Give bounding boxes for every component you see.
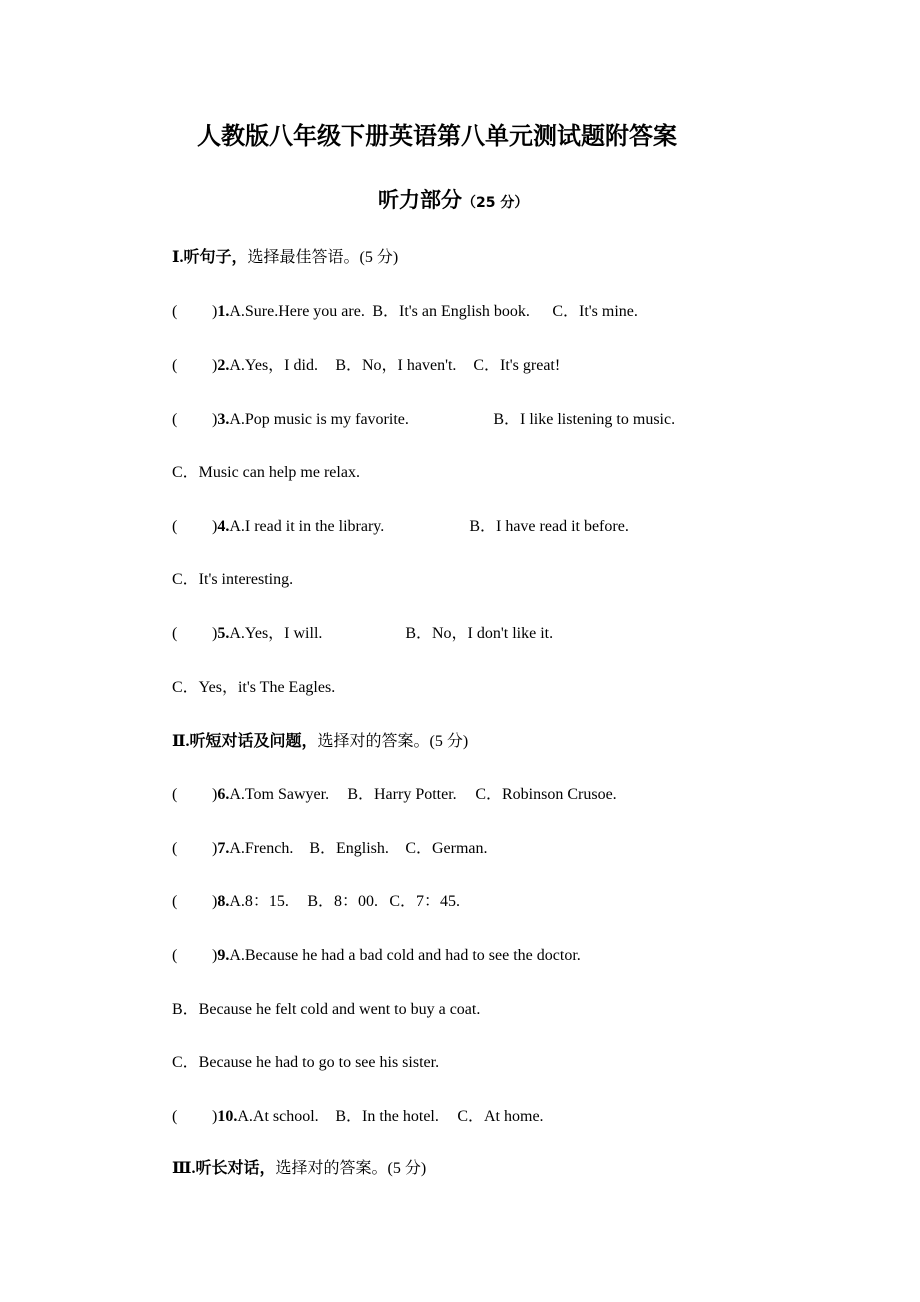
paren-close: ) [212,303,218,320]
paren-close: ) [212,1108,218,1125]
option-c: C．Robinson Crusoe. [475,786,617,803]
question-number: 7. [217,840,230,857]
paren-close: ) [212,625,218,642]
paren-close: ) [212,411,218,428]
question-number: 6. [217,786,230,803]
paren-close: ) [212,786,218,803]
question-9 [172,944,581,968]
answer-blank[interactable]: ( [172,625,178,642]
paren-close: ) [212,947,218,964]
paren-close: ) [212,840,218,857]
question-4-option-c: C．It's interesting. [172,571,294,588]
answer-blank[interactable]: ( [172,411,178,428]
option-b: B．I like listening to music. [493,411,676,428]
option-a: A.Yes，I did. [229,357,318,374]
question-10 [172,1105,544,1129]
answer-blank[interactable]: ( [172,840,178,857]
option-c: C．7：45. [389,893,461,910]
question-3 [172,408,675,432]
answer-blank[interactable]: ( [172,357,178,374]
document-title: 人教版八年级下册英语第八单元测试题附答案 [197,122,677,150]
option-a: A.8：15. [229,893,289,910]
option-b: B．It's an English book. [372,303,530,320]
option-b: B．I have read it before. [469,518,629,535]
answer-blank[interactable]: ( [172,947,178,964]
option-b: B．In the hotel. [335,1108,439,1125]
question-number: 10. [217,1108,238,1125]
section-2-bold: 听短对话及问题， [189,733,318,750]
question-1 [172,300,638,324]
question-number: 1. [217,303,230,320]
section-2-heading [172,730,468,754]
question-6 [172,783,617,807]
section-3-rest: 选择对的答案。(5 分) [275,1160,427,1177]
section-1-rest: 选择最佳答语。(5 分) [247,249,399,266]
question-number: 9. [217,947,230,964]
option-c: C．At home. [457,1108,544,1125]
paren-close: ) [212,357,218,374]
section-3-heading [172,1157,426,1181]
question-4 [172,515,629,539]
section-1-heading [172,246,398,270]
answer-blank[interactable]: ( [172,893,178,910]
question-number: 8. [217,893,230,910]
subtitle-main: 听力部分 [378,188,462,212]
subtitle-score: （25 分） [462,195,529,211]
section-2-numeral: Ⅱ. [172,733,190,750]
answer-blank[interactable]: ( [172,518,178,535]
section-3-bold: 听长对话， [195,1160,276,1177]
paren-close: ) [212,893,218,910]
option-a: A.Yes，I will. [229,625,323,642]
option-c: C．It's great! [473,357,561,374]
question-8 [172,890,460,914]
option-a: A.Because he had a bad cold and had to see the doctor. [229,947,581,964]
option-c: C．It's mine. [552,303,638,320]
option-b: B．Harry Potter. [347,786,457,803]
question-7 [172,837,488,861]
section-3-numeral: Ⅲ. [172,1160,196,1177]
section-1-bold: 听句子， [183,249,248,266]
option-a: A.French. [229,840,294,857]
option-c: C．German. [405,840,488,857]
option-a: A.Pop music is my favorite. [229,411,409,428]
question-number: 5. [217,625,230,642]
option-a: A.At school. [237,1108,319,1125]
option-b: B．8：00. [307,893,379,910]
question-9-option-b: B．Because he felt cold and went to buy a coat. [172,1001,481,1018]
answer-blank[interactable]: ( [172,1108,178,1125]
question-number: 4. [217,518,230,535]
question-2 [172,354,560,378]
section-1-numeral: Ⅰ. [172,249,184,266]
question-number: 2. [217,357,230,374]
section-2-rest: 选择对的答案。(5 分) [317,733,469,750]
option-a: A.Sure.Here you are. [229,303,365,320]
question-number: 3. [217,411,230,428]
option-a: A.I read it in the library. [229,518,385,535]
option-b: B．No，I haven't. [335,357,457,374]
answer-blank[interactable]: ( [172,303,178,320]
answer-blank[interactable]: ( [172,786,178,803]
question-3-option-c: C．Music can help me relax. [172,464,360,481]
option-a: A.Tom Sawyer. [229,786,330,803]
paren-close: ) [212,518,218,535]
question-5 [172,622,553,646]
question-9-option-c: C．Because he had to go to see his sister. [172,1054,440,1071]
option-b: B．English. [309,840,389,857]
question-5-option-c: C．Yes，it's The Eagles. [172,679,336,696]
option-b: B．No，I don't like it. [405,625,554,642]
section-subtitle [378,182,528,221]
